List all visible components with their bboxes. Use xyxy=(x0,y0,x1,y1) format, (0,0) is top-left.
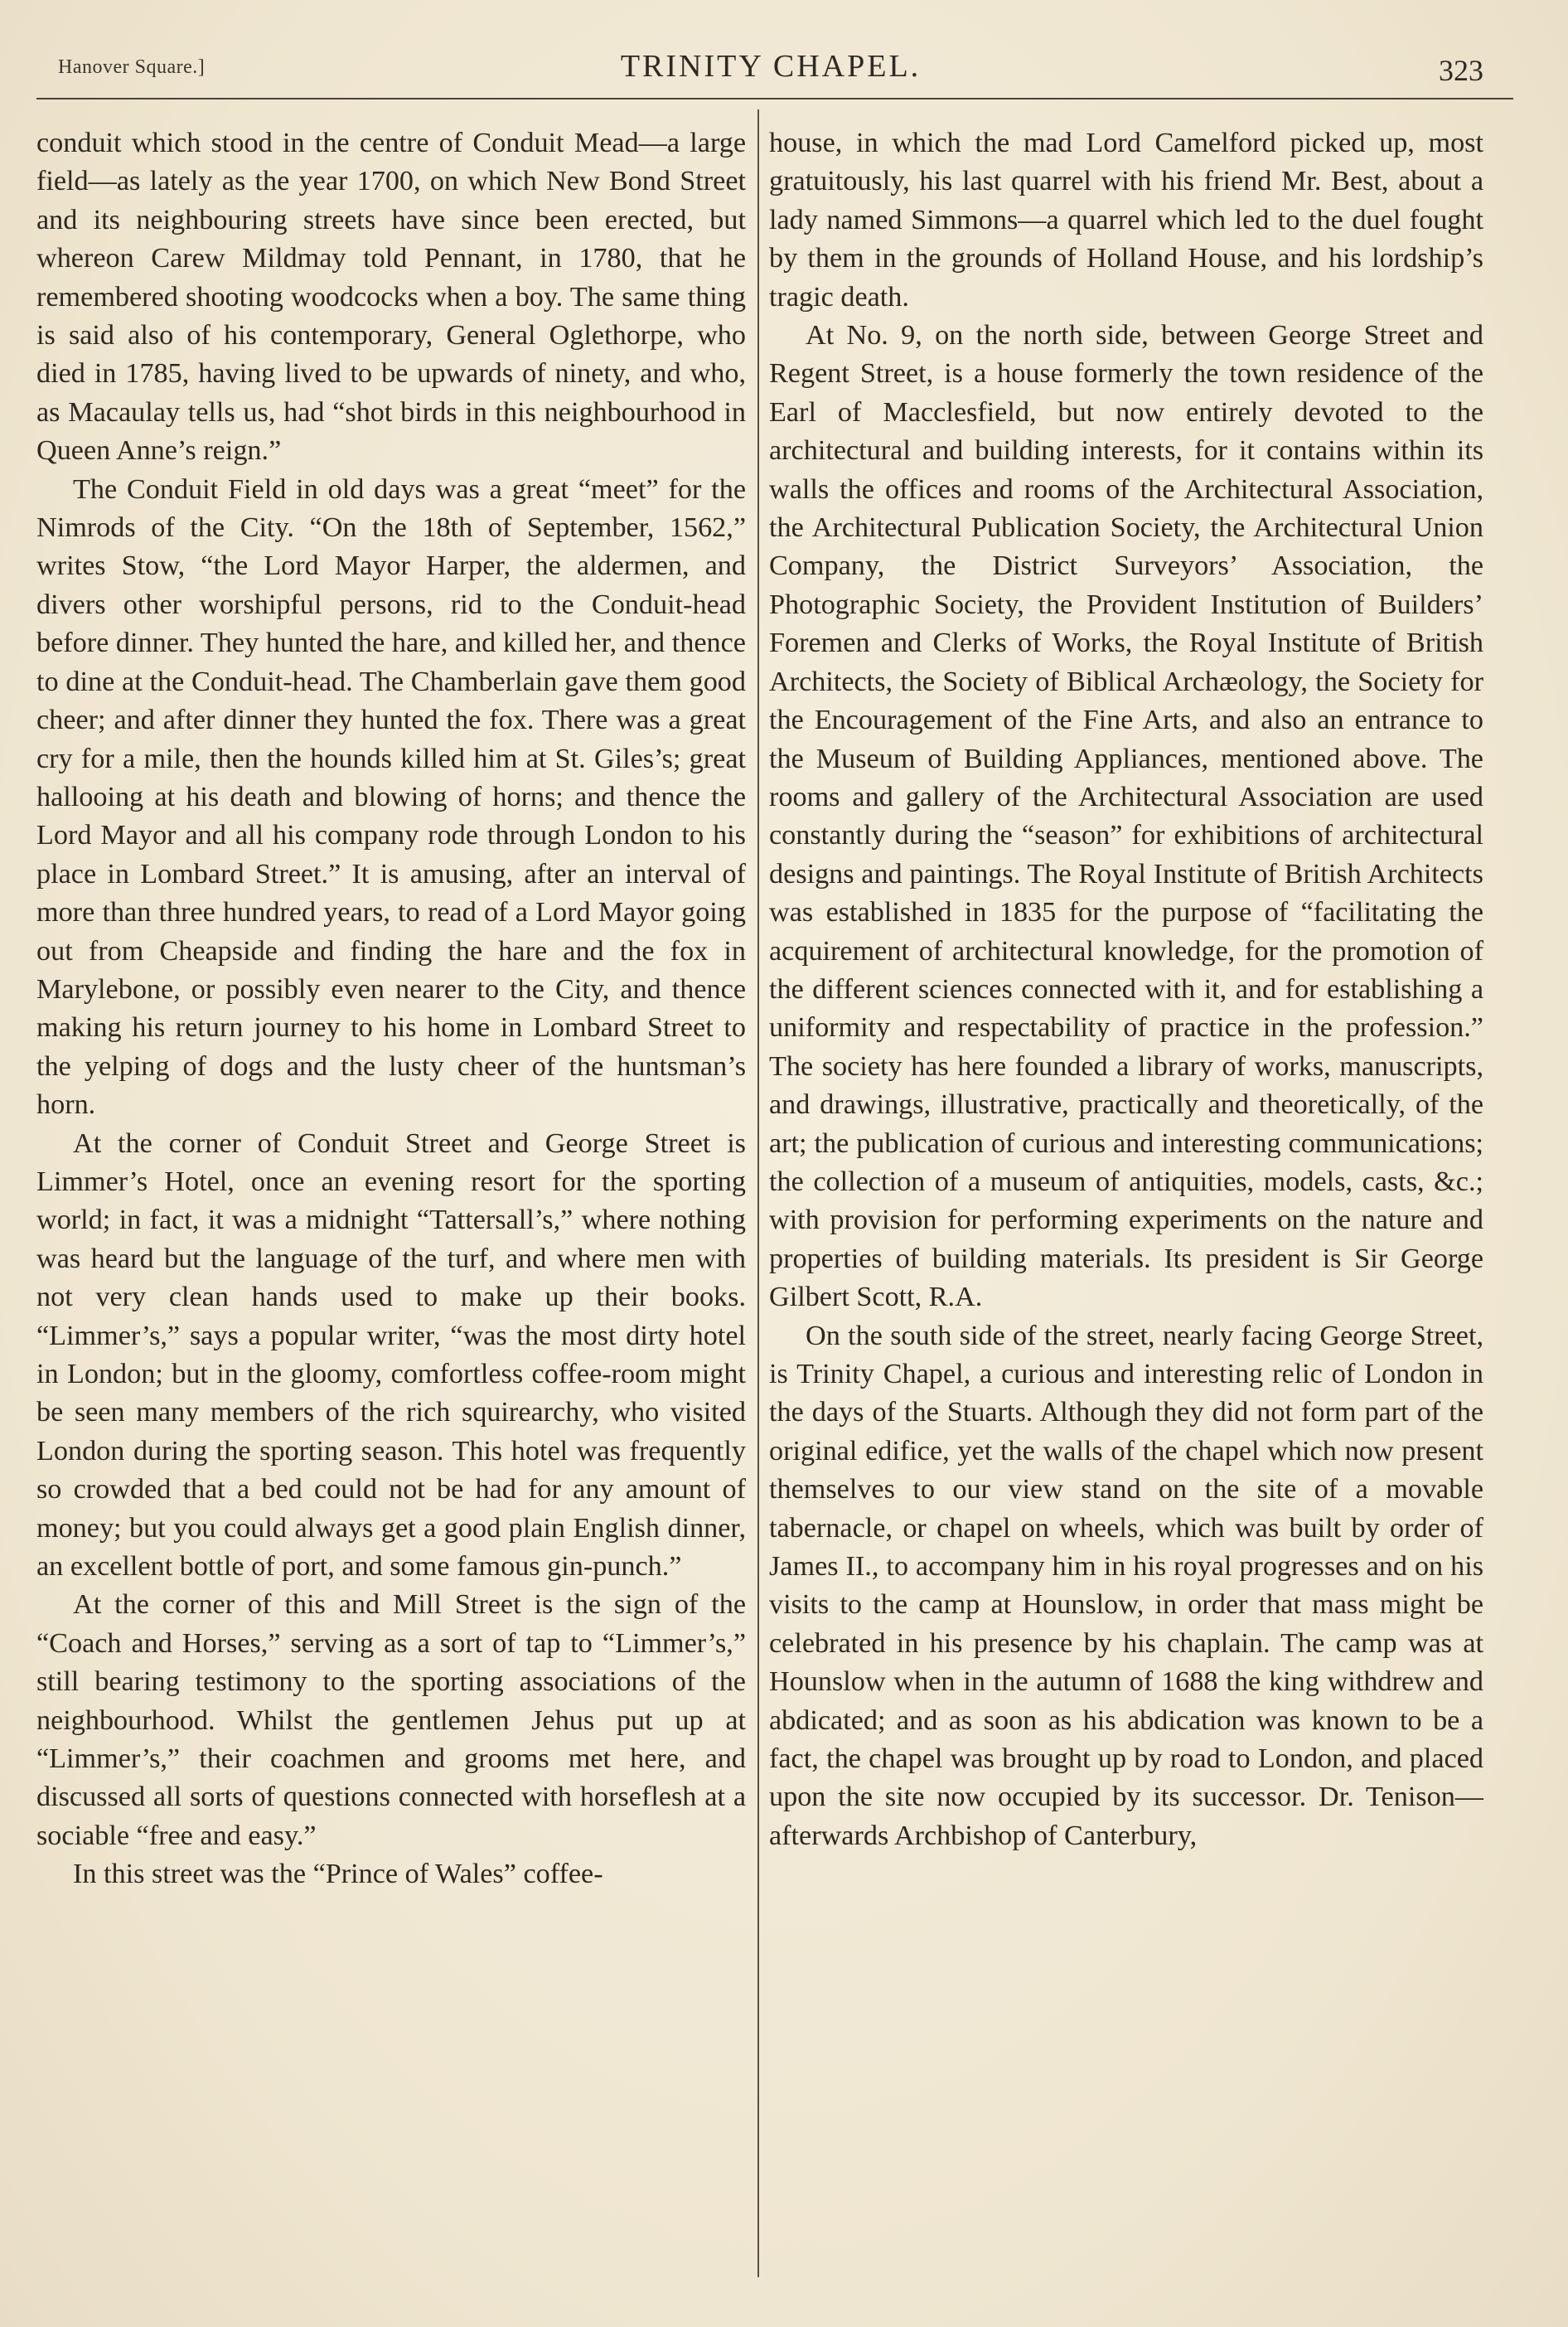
paragraph: The Conduit Field in old days was a great “meet” for the Nimrods of the City. “On the 18th of September, 1562,” writes Stow, “the Lord Mayor Harper, the aldermen, and divers other worshipful persons, rid to the Conduit-head before dinner. They hunted the hare, and killed her, and thence to dine at the Conduit-head. The Chamberlain gave them good cheer; and after dinner they hunted the fox. There was a great cry for a mile, then the hounds killed him at St. Giles’s; great hallooing at his death and blowing of horns; and thence the Lord Mayor and all his company rode through London to his place in Lombard Street.” It is amusing, after an interval of more than three hundred years, to read of a Lord Mayor going out from Cheapside and finding the hare and the fox in Marylebone, or possibly even nearer to the City, and thence making his return journey to his home in Lombard Street to the yelping of dogs and the lusty cheer of the huntsman’s horn. xyxy=(36,473,746,1121)
paragraph: At the corner of this and Mill Street is the sign of the “Coach and Horses,” serving as a sort of tap to “Limmer’s,” still bearing testimony to the sporting associations of the neighbourhood. Whilst the gentlemen Jehus put up at “Limmer’s,” their coachmen and grooms met here, and discussed all sorts of questions connected with horseflesh at a sociable “free and easy.” xyxy=(36,1589,746,1851)
page-title: TRINITY CHAPEL. xyxy=(620,49,922,84)
paragraph: At the corner of Conduit Street and George Street is Limmer’s Hotel, once an evening resort for the sporting world; in fact, it was a midnight “Tattersall’s,” where nothing was heard but the language of the turf, and where men with not very clean hands used to make up their books. “Limmer’s,” says a popular writer, “was the most dirty hotel in London; but in the gloomy, comfortless coffee-room might be seen many members of the rich squirearchy, who visited London during the sporting season. This hotel was frequently so crowded that a bed could not be had for any amount of money; but you could always get a good plain English dinner, an excellent bottle of port, and some famous gin-punch.” xyxy=(36,1127,746,1583)
paragraph: conduit which stood in the centre of Conduit Mead—a large field—as lately as the year 1700, on which New Bond Street and its neighbouring streets have since been erected, but whereon Carew Mildmay told Pennant, in 1780, that he remembered shooting woodcocks when a boy. The same thing is said also of his contemporary, General Oglethorpe, who died in 1785, having lived to be upwards of ninety, and who, as Macaulay tells us, had “shot birds in this neighbourhood in Queen Anne’s reign.” xyxy=(36,128,746,467)
header-rule xyxy=(36,98,1513,99)
section-label: Hanover Square.] xyxy=(58,56,206,78)
paragraph: On the south side of the street, nearly facing George Street, is Trinity Chapel, a curious and interesting relic of London in the days of the Stuarts. Although they did not form part of the original edifice, yet the walls of the chapel which now present themselves to our view stand on the site of a movable tabernacle, or chapel on wheels, which was built by order of James II., to accompany him in his royal progresses and on his visits to the camp at Hounslow, in order that mass might be celebrated in his presence by his chaplain. The camp was at Hounslow when in the autumn of 1688 the king withdrew and abdicated; and as soon as his abdication was known to be a fact, the chapel was brought up by road to London, and placed upon the site now occupied by its successor. Dr. Tenison—afterwards Archbishop of Canterbury, xyxy=(769,1320,1483,1851)
paragraph: house, in which the mad Lord Camelford picked up, most gratuitously, his last quarrel with his friend Mr. Best, about a lady named Simmons—a quarrel which led to the duel fought by them in the grounds of Holland House, and his lordship’s tragic death. xyxy=(769,128,1483,313)
column-divider xyxy=(757,109,759,2277)
running-header xyxy=(58,48,1483,90)
left-column xyxy=(36,124,746,1894)
paragraph: In this street was the “Prince of Wales” coffee- xyxy=(73,1859,603,1890)
paragraph: At No. 9, on the north side, between George Street and Regent Street, is a house formerly the town residence of the Earl of Macclesfield, but now entirely devoted to the architectural and building interests, for it contains within its walls the offices and rooms of the Architectural Association, the Architectural Publication Society, the Architectural Union Company, the District Surveyors’ Association, the Photographic Society, the Provident Institution of Builders’ Foremen and Clerks of Works, the Royal Institute of British Architects, the Society of Biblical Archæology, the Society for the Encouragement of the Fine Arts, and also an entrance to the Museum of Building Appliances, mentioned above. The rooms and gallery of the Architectural Association are used constantly during the “season” for exhibitions of architectural designs and paintings. The Royal Institute of British Architects was established in 1835 for the purpose of “facilitating the acquirement of architectural knowledge, for the promotion of the different sciences connected with it, and for establishing a uniformity and respectability of practice in the profession.” The society has here founded a library of works, manuscripts, and drawings, illustrative, practically and theoretically, of the art; the publication of curious and interesting communications; the collection of a museum of antiquities, models, casts, &c.; with provision for performing experiments on the nature and properties of building materials. Its president is Sir George Gilbert Scott, R.A. xyxy=(769,320,1483,1313)
page-number: 323 xyxy=(1439,54,1483,87)
right-column xyxy=(769,124,1483,1855)
